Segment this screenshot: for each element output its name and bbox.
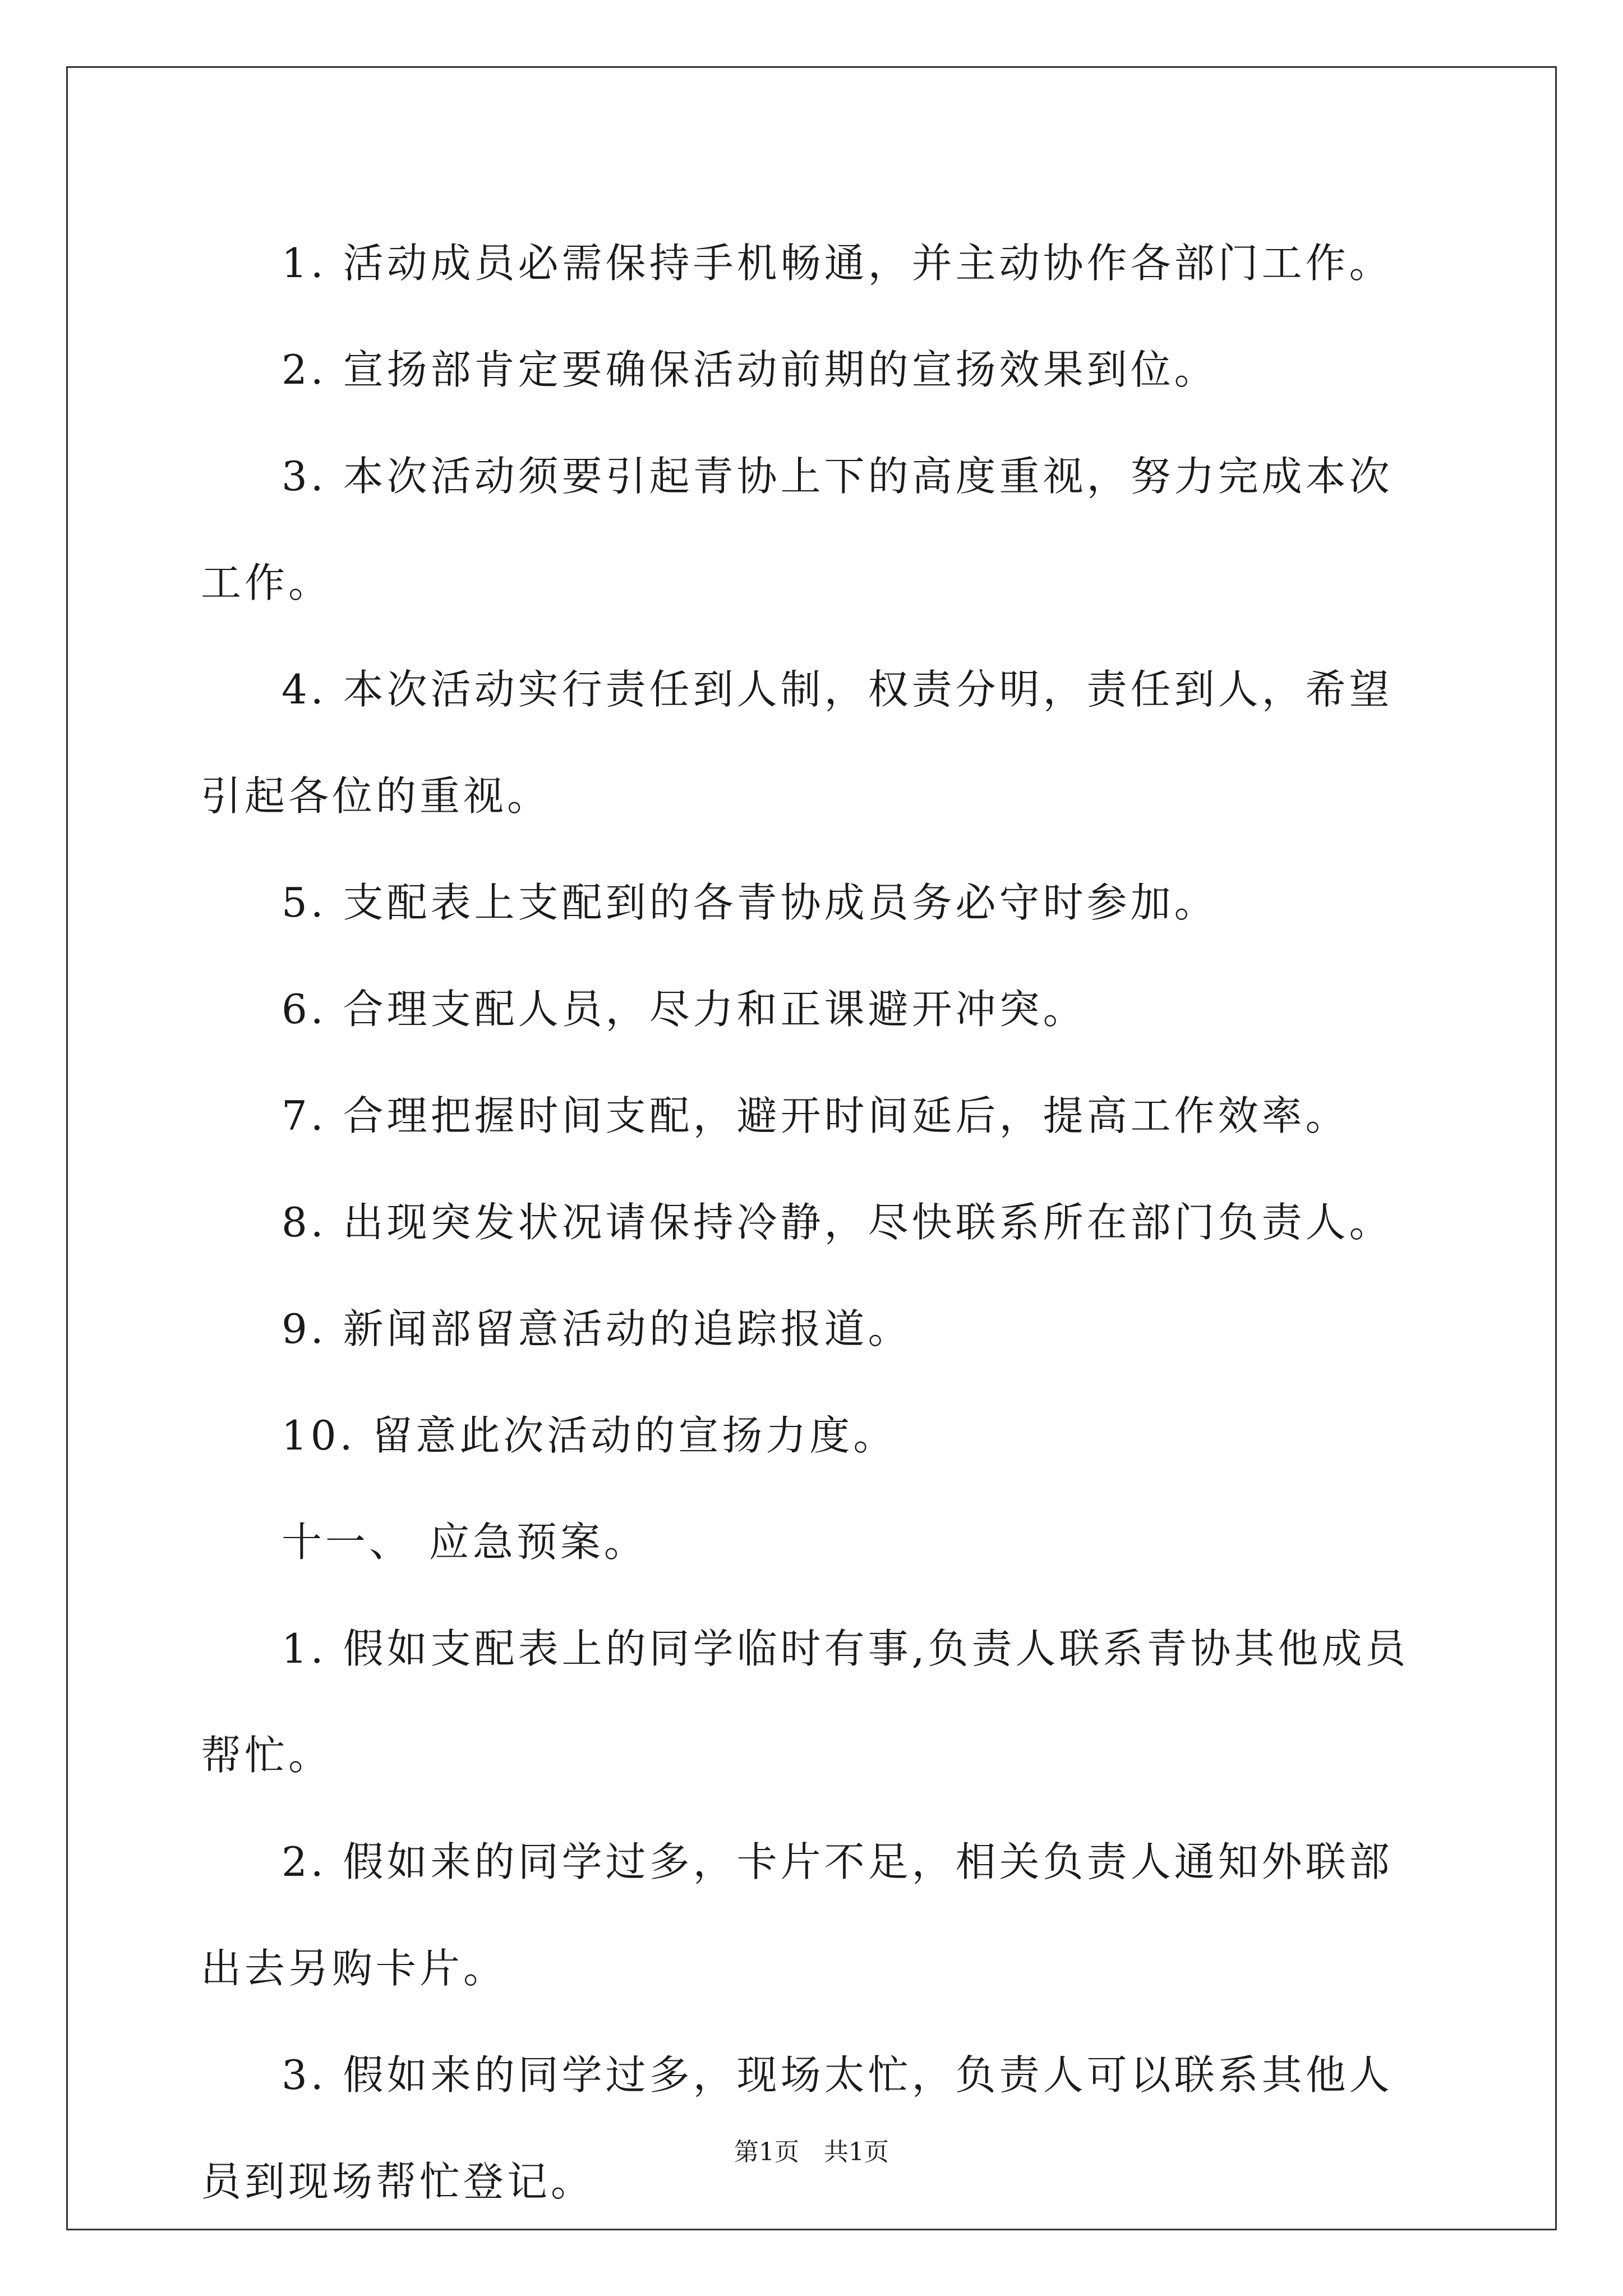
paragraph-10: 10. 留意此次活动的宣扬力度。 [282, 1412, 897, 1459]
paragraph-5: 5. 支配表上支配到的各青协成员务必守时参加。 [282, 879, 1218, 926]
section-heading-emergency-plan: 十一、 应急预案。 [282, 1519, 648, 1566]
paragraph-2: 2. 宣扬部肯定要确保活动前期的宣扬效果到位。 [282, 346, 1218, 393]
paragraph-9: 9. 新闻部留意活动的追踪报道。 [282, 1305, 912, 1352]
paragraph-1: 1. 活动成员必需保持手机畅通，并主动协作各部门工作。 [282, 240, 1393, 287]
emergency-item-2: 2. 假如来的同学过多，卡片不足，相关负责人通知外联部出去另购卡片。 [201, 1838, 1393, 1992]
paragraph-3: 3. 本次活动须要引起青协上下的高度重视，努力完成本次工作。 [201, 453, 1393, 606]
emergency-item-3: 3. 假如来的同学过多，现场太忙，负责人可以联系其他人员到现场帮忙登记。 [201, 2051, 1393, 2205]
paragraph-6: 6. 合理支配人员，尽力和正课避开冲突。 [282, 986, 1087, 1033]
page-footer: 第1页 共1页 [734, 2138, 889, 2166]
emergency-item-1: 1. 假如支配表上的同学临时有事,负责人联系青协其他成员帮忙。 [201, 1625, 1409, 1779]
paragraph-4: 4. 本次活动实行责任到人制，权责分明，责任到人，希望引起各位的重视。 [201, 666, 1393, 820]
paragraph-8: 8. 出现突发状况请保持冷静，尽快联系所在部门负责人。 [282, 1199, 1393, 1246]
document-body [201, 210, 1435, 2235]
paragraph-7: 7. 合理把握时间支配，避开时间延后，提高工作效率。 [282, 1092, 1349, 1139]
